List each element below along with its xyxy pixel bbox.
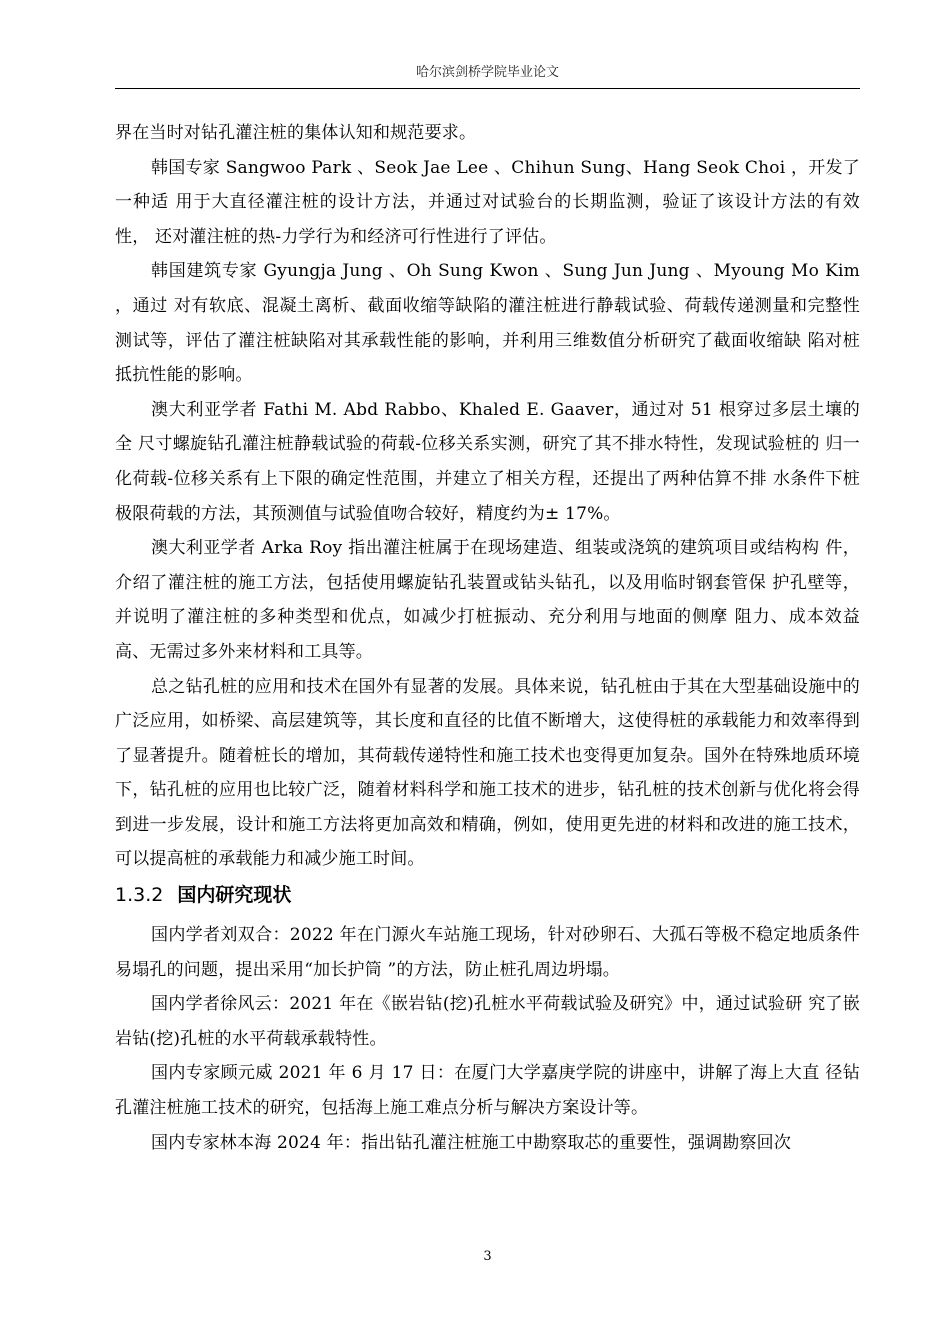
paragraph-gu-yuanwei: 国内专家顾元威 2021 年 6 月 17 日：在厦门大学嘉庚学院的讲座中，讲解了海上大直 径钻孔灌注桩施工技术的研究，包括海上施工难点分析与解决方案设计等。	[115, 1063, 860, 1119]
document-body	[115, 116, 860, 1160]
page-header: 哈尔滨剑桥学院毕业论文	[415, 65, 559, 80]
page-number: 3	[483, 1249, 492, 1264]
section-number: 1.3.2	[115, 884, 164, 907]
paragraph-liu-shuanghe: 国内学者刘双合：2022 年在门源火车站施工现场，针对砂卵石、大孤石等极不稳定地质条件易塌孔的问题，提出采用“加长护筒 ”的方法，防止桩孔周边坍塌。	[115, 925, 860, 980]
paragraph-australian-roy: 澳大利亚学者 Arka Roy 指出灌注桩属于在现场建造、组装或浇筑的建筑项目或结构构 件，介绍了灌注桩的施工方法，包括使用螺旋钻孔装置或钻头钻孔，以及用临时钢套管保 护孔壁等，并说明了灌注桩的多种类型和优点，如减少打桩振动、充分利用与地面的侧摩 阻力、成本效益高、无需过多外来材料和工具等。	[115, 538, 860, 662]
section-heading	[115, 880, 860, 910]
header-rule	[115, 88, 860, 89]
paragraph-summary: 总之钻孔桩的应用和技术在国外有显著的发展。具体来说，钻孔桩由于其在大型基础设施中的广泛应用，如桥梁、高层建筑等，其长度和直径的比值不断增大，这使得桩的承载能力和效率得到了显著提升。随着桩长的增加，其荷载传递特性和施工技术也变得更加复杂。国外在特殊地质环境下，钻孔桩的应用也比较广泛，随着材料科学和施工技术的进步，钻孔桩的技术创新与优化将会得到进一步发展，设计和施工方法将更加高效和精确，例如，使用更先进的材料和改进的施工技术，可以提高桩的承载能力和减少施工时间。	[115, 676, 860, 870]
paragraph-australian-rabbo: 澳大利亚学者 Fathi M. Abd Rabbo、Khaled E. Gaaver，通过对 51 根穿过多层土壤的全 尺寸螺旋钻孔灌注桩静载试验的荷载-位移关系实测，研究了其不排水特性，发现试验桩的 归一化荷载-位移关系有上下限的确定性范围，并建立了相关方程，还提出了两种估算不排 水条件下桩极限荷载的方法，其预测值与试验值吻合较好，精度约为± 17%。	[115, 399, 860, 524]
paragraph-continuation: 界在当时对钻孔灌注桩的集体认知和规范要求。	[115, 123, 477, 143]
section-title: 国内研究现状	[177, 884, 292, 907]
paragraph-lin-benhai: 国内专家林本海 2024 年：指出钻孔灌注桩施工中勘察取芯的重要性，强调勘察回次	[151, 1132, 792, 1153]
paragraph-xu-fengyun: 国内学者徐风云：2021 年在《嵌岩钻(挖)孔桩水平荷载试验及研究》中，通过试验研 究了嵌岩钻(挖)孔桩的水平荷载承载特性。	[115, 994, 860, 1049]
paragraph-korean-expert-jung: 韩国建筑专家 Gyungja Jung 、Oh Sung Kwon 、Sung Jun Jung 、Myoung Mo Kim ，通过 对有软底、混凝土离析、截面收缩等缺陷的灌注桩进行静载试验、荷载传递测量和完整性 测试等，评估了灌注桩缺陷对其承载性能的影响，并利用三维数值分析研究了截面收缩缺 陷对桩抵抗性能的影响。	[115, 261, 860, 386]
paragraph-korean-expert-park: 韩国专家 Sangwoo Park 、Seok Jae Lee 、Chihun Sung、Hang Seok Choi ，开发了一种适 用于大直径灌注桩的设计方法，并通过对试验台的长期监测，验证了该设计方法的有效性， 还对灌注桩的热-力学行为和经济可行性进行了评估。	[115, 157, 860, 247]
